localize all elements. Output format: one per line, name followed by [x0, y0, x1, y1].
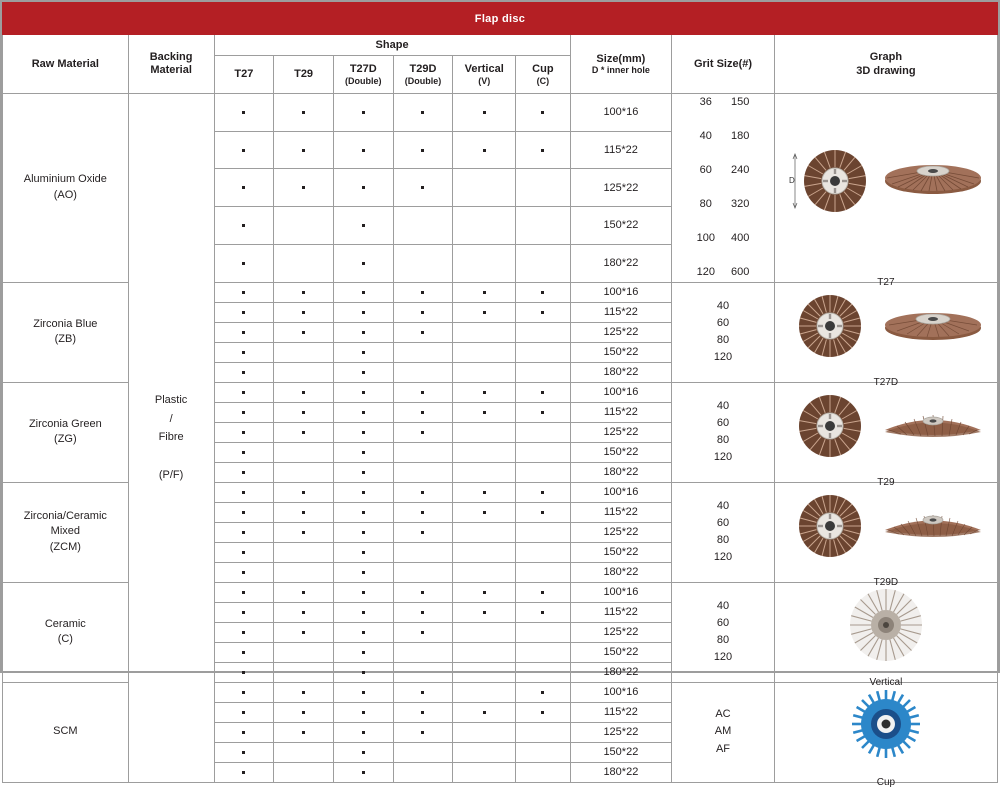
shape-dot-t29 — [274, 542, 334, 562]
size-value: 115*22 — [570, 702, 672, 722]
shape-dot-vertical — [453, 382, 516, 402]
graph-t29d — [774, 482, 997, 589]
header-shape-t29: T29 — [274, 56, 334, 94]
shape-dot-t27 — [214, 131, 274, 169]
shape-dot-t29d — [393, 402, 453, 422]
shape-dot-vertical — [453, 502, 516, 522]
size-value: 150*22 — [570, 542, 672, 562]
shape-dot-t29d — [393, 282, 453, 302]
shape-dot-vertical — [453, 462, 516, 482]
flap-disc-face-icon — [787, 290, 873, 362]
shape-dot-cup — [516, 662, 570, 682]
shape-dot-vertical — [453, 542, 516, 562]
shape-dot-t29d — [393, 662, 453, 682]
shape-dot-t27d — [333, 602, 393, 622]
shape-dot-t27 — [214, 322, 274, 342]
shape-dot-vertical — [453, 602, 516, 622]
grit-size-zirconia-blue: 40 60 80 120 — [672, 282, 775, 382]
header-raw-material: Raw Material — [3, 35, 129, 94]
shape-dot-t27 — [214, 682, 274, 702]
shape-dot-cup — [516, 342, 570, 362]
shape-dot-t27 — [214, 362, 274, 382]
grit-size-zirconia-ceramic-mixed: 40 60 80 120 — [672, 482, 775, 582]
header-graph — [774, 35, 997, 94]
graph-label-t27: T27 — [877, 277, 895, 289]
flap-disc-3d-t27-icon — [881, 153, 985, 209]
shape-dot-t29d — [393, 742, 453, 762]
shape-dot-vertical — [453, 482, 516, 502]
shape-dot-t27 — [214, 582, 274, 602]
shape-dot-t29 — [274, 382, 334, 402]
shape-dot-cup — [516, 602, 570, 622]
shape-dot-t27 — [214, 244, 274, 282]
shape-dot-t27d — [333, 582, 393, 602]
shape-dot-t29d — [393, 422, 453, 442]
shape-dot-t27d — [333, 702, 393, 722]
size-value: 115*22 — [570, 402, 672, 422]
shape-dot-t27d — [333, 169, 393, 207]
shape-dot-cup — [516, 362, 570, 382]
shape-dot-t29 — [274, 244, 334, 282]
shape-dot-t29 — [274, 402, 334, 422]
shape-dot-t29d — [393, 722, 453, 742]
shape-dot-t27 — [214, 722, 274, 742]
shape-dot-t27d — [333, 422, 393, 442]
shape-dot-cup — [516, 422, 570, 442]
size-value: 150*22 — [570, 642, 672, 662]
graph-t27d-face — [787, 290, 873, 362]
size-value: 100*16 — [570, 682, 672, 702]
shape-dot-t27 — [214, 742, 274, 762]
shape-dot-t27 — [214, 382, 274, 402]
size-value: 115*22 — [570, 302, 672, 322]
shape-dot-t27d — [333, 542, 393, 562]
graph-label-t29d: T29D — [873, 577, 899, 589]
shape-dot-t27 — [214, 662, 274, 682]
shape-dot-t27d — [333, 244, 393, 282]
shape-dot-cup — [516, 702, 570, 722]
shape-dot-vertical — [453, 362, 516, 382]
shape-dot-t29 — [274, 682, 334, 702]
shape-dot-t27 — [214, 522, 274, 542]
shape-dot-t27 — [214, 422, 274, 442]
shape-dot-t27d — [333, 442, 393, 462]
shape-dot-t27 — [214, 622, 274, 642]
shape-dot-vertical — [453, 94, 516, 132]
shape-dot-t29 — [274, 502, 334, 522]
shape-dot-vertical — [453, 207, 516, 245]
shape-dot-t27d — [333, 207, 393, 245]
shape-dot-t29 — [274, 131, 334, 169]
shape-dot-t29d — [393, 562, 453, 582]
grit-size-ceramic: 40 60 80 120 — [672, 582, 775, 682]
shape-dot-t27d — [333, 382, 393, 402]
header-size-sub: D * inner hole — [591, 65, 650, 76]
shape-dot-t29d — [393, 244, 453, 282]
shape-dot-vertical — [453, 642, 516, 662]
shape-dot-t27 — [214, 169, 274, 207]
header-size-main: Size(mm) — [596, 52, 646, 65]
size-value: 125*22 — [570, 322, 672, 342]
shape-dot-t27d — [333, 362, 393, 382]
header-shape: Shape — [214, 35, 570, 56]
shape-dot-t27d — [333, 131, 393, 169]
shape-dot-t29 — [274, 462, 334, 482]
shape-dot-vertical — [453, 722, 516, 742]
shape-dot-cup — [516, 582, 570, 602]
header-backing-line2: Material — [150, 64, 192, 76]
flap-disc-3d-t29d-icon — [881, 504, 985, 548]
shape-dot-t29d — [393, 682, 453, 702]
header-shape-cup: Cup (C) — [516, 56, 570, 94]
shape-dot-cup — [516, 542, 570, 562]
shape-dot-t29d — [393, 642, 453, 662]
shape-dot-t29d — [393, 442, 453, 462]
graph-t29-face — [787, 390, 873, 462]
shape-dot-vertical — [453, 131, 516, 169]
shape-dot-t27 — [214, 502, 274, 522]
size-value: 180*22 — [570, 562, 672, 582]
shape-dot-vertical — [453, 342, 516, 362]
header-shape-vertical: Vertical (V) — [453, 56, 516, 94]
header-size — [570, 35, 672, 94]
shape-dot-t27d — [333, 762, 393, 782]
shape-dot-vertical — [453, 702, 516, 722]
graph-cup — [774, 682, 997, 788]
graph-dimension-label: D — [788, 176, 795, 186]
shape-dot-t27 — [214, 702, 274, 722]
shape-dot-t27 — [214, 94, 274, 132]
shape-dot-t27d — [333, 462, 393, 482]
shape-dot-t29d — [393, 302, 453, 322]
shape-dot-cup — [516, 562, 570, 582]
shape-dot-cup — [516, 282, 570, 302]
graph-t27-side — [881, 153, 985, 209]
shape-dot-t29 — [274, 602, 334, 622]
shape-dot-t29d — [393, 762, 453, 782]
page-title: Flap disc — [3, 3, 998, 35]
shape-dot-vertical — [453, 282, 516, 302]
shape-dot-cup — [516, 207, 570, 245]
shape-dot-cup — [516, 722, 570, 742]
shape-dot-cup — [516, 622, 570, 642]
shape-dot-cup — [516, 442, 570, 462]
shape-dot-vertical — [453, 742, 516, 762]
header-shape-t29d: T29D (Double) — [393, 56, 453, 94]
graph-label-cup: Cup — [876, 777, 896, 788]
raw-material-zirconia-green: Zirconia Green (ZG) — [3, 382, 129, 482]
table-row — [3, 94, 998, 132]
shape-dot-t27d — [333, 622, 393, 642]
shape-dot-t29 — [274, 702, 334, 722]
header-shape-t27d: T27D (Double) — [333, 56, 393, 94]
graph-vertical-face — [836, 585, 936, 667]
shape-dot-t27 — [214, 482, 274, 502]
shape-dot-t27d — [333, 522, 393, 542]
shape-dot-cup — [516, 642, 570, 662]
shape-dot-t29 — [274, 342, 334, 362]
size-value: 125*22 — [570, 522, 672, 542]
shape-dot-cup — [516, 522, 570, 542]
shape-dot-cup — [516, 482, 570, 502]
shape-dot-t27d — [333, 402, 393, 422]
shape-dot-cup — [516, 131, 570, 169]
shape-dot-t29 — [274, 302, 334, 322]
shape-dot-t29 — [274, 94, 334, 132]
shape-dot-t29 — [274, 362, 334, 382]
graph-label-vertical: Vertical — [869, 677, 903, 689]
shape-dot-t27 — [214, 542, 274, 562]
shape-dot-t27d — [333, 322, 393, 342]
raw-material-ceramic: Ceramic (C) — [3, 582, 129, 682]
grit-col-right: 150 180 240 320 400 600 — [730, 96, 750, 279]
grit-col-left: 36 40 60 80 100 120 — [696, 96, 715, 279]
shape-dot-t27 — [214, 402, 274, 422]
flap-disc-face-icon — [787, 145, 873, 217]
flap-disc-3d-t29-icon — [881, 404, 985, 448]
raw-material-aluminium-oxide: Aluminium Oxide (AO) — [3, 94, 129, 283]
size-value: 115*22 — [570, 502, 672, 522]
shape-dot-t29d — [393, 207, 453, 245]
size-value: 150*22 — [570, 207, 672, 245]
size-value: 100*16 — [570, 382, 672, 402]
shape-dot-vertical — [453, 302, 516, 322]
shape-dot-t29d — [393, 342, 453, 362]
shape-dot-vertical — [453, 422, 516, 442]
graph-label-t27d: T27D — [873, 377, 899, 389]
size-value: 150*22 — [570, 342, 672, 362]
shape-dot-vertical — [453, 662, 516, 682]
shape-dot-t29 — [274, 322, 334, 342]
shape-dot-t29d — [393, 542, 453, 562]
shape-dot-t27d — [333, 562, 393, 582]
shape-dot-t29 — [274, 522, 334, 542]
size-value: 100*16 — [570, 282, 672, 302]
flap-disc-table — [2, 2, 998, 788]
shape-dot-t27 — [214, 207, 274, 245]
shape-dot-cup — [516, 244, 570, 282]
shape-dot-t29 — [274, 562, 334, 582]
shape-dot-vertical — [453, 522, 516, 542]
shape-dot-t29 — [274, 642, 334, 662]
shape-dot-t29 — [274, 422, 334, 442]
shape-dot-t27d — [333, 342, 393, 362]
shape-dot-t29 — [274, 742, 334, 762]
size-value: 100*16 — [570, 482, 672, 502]
shape-dot-t27 — [214, 342, 274, 362]
shape-dot-cup — [516, 682, 570, 702]
shape-dot-t27d — [333, 482, 393, 502]
size-value: 180*22 — [570, 662, 672, 682]
shape-dot-t27d — [333, 662, 393, 682]
size-value: 125*22 — [570, 169, 672, 207]
size-value: 180*22 — [570, 362, 672, 382]
graph-t29d-face — [787, 490, 873, 562]
raw-material-zirconia-blue: Zirconia Blue (ZB) — [3, 282, 129, 382]
shape-dot-t27d — [333, 682, 393, 702]
shape-dot-t27 — [214, 462, 274, 482]
grit-size-scm: AC AM AF — [672, 682, 775, 782]
shape-dot-vertical — [453, 402, 516, 422]
shape-dot-t27d — [333, 742, 393, 762]
shape-dot-t29 — [274, 722, 334, 742]
shape-dot-vertical — [453, 762, 516, 782]
grit-size-aluminium-oxide — [672, 94, 775, 283]
shape-dot-t29d — [393, 362, 453, 382]
grit-size-zirconia-green: 40 60 80 120 — [672, 382, 775, 482]
shape-dot-cup — [516, 402, 570, 422]
shape-dot-vertical — [453, 244, 516, 282]
shape-dot-cup — [516, 322, 570, 342]
header-graph-line2: 3D drawing — [856, 65, 916, 77]
graph-t27d-side — [881, 298, 985, 354]
shape-dot-t27 — [214, 442, 274, 462]
shape-dot-vertical — [453, 582, 516, 602]
shape-dot-vertical — [453, 442, 516, 462]
shape-dot-cup — [516, 94, 570, 132]
shape-dot-vertical — [453, 562, 516, 582]
graph-t29 — [774, 382, 997, 489]
shape-dot-t29d — [393, 462, 453, 482]
shape-dot-t29d — [393, 502, 453, 522]
shape-dot-t27d — [333, 502, 393, 522]
shape-dot-t29d — [393, 622, 453, 642]
size-value: 180*22 — [570, 762, 672, 782]
shape-dot-t29d — [393, 94, 453, 132]
flap-disc-face-icon — [787, 390, 873, 462]
shape-dot-vertical — [453, 169, 516, 207]
shape-dot-t29d — [393, 702, 453, 722]
shape-dot-t29 — [274, 582, 334, 602]
cup-flap-disc-icon — [836, 686, 936, 766]
shape-dot-cup — [516, 382, 570, 402]
header-backing-line1: Backing — [149, 51, 193, 64]
shape-dot-t29 — [274, 207, 334, 245]
size-value: 125*22 — [570, 722, 672, 742]
backing-material-value: Plastic / Fibre (P/F) — [128, 94, 214, 783]
size-value: 100*16 — [570, 94, 672, 132]
shape-dot-cup — [516, 742, 570, 762]
size-value: 125*22 — [570, 422, 672, 442]
flap-disc-3d-t27d-icon — [881, 298, 985, 354]
shape-dot-t29d — [393, 602, 453, 622]
shape-dot-t27 — [214, 602, 274, 622]
graph-t29d-side — [881, 504, 985, 548]
header-grit-size: Grit Size(#) — [672, 35, 775, 94]
shape-dot-t27d — [333, 94, 393, 132]
shape-dot-t27 — [214, 302, 274, 322]
shape-dot-t29d — [393, 382, 453, 402]
shape-dot-t29 — [274, 762, 334, 782]
shape-dot-t29 — [274, 622, 334, 642]
size-value: 180*22 — [570, 462, 672, 482]
graph-t29-side — [881, 404, 985, 448]
shape-dot-cup — [516, 762, 570, 782]
shape-dot-t29d — [393, 169, 453, 207]
size-value: 150*22 — [570, 442, 672, 462]
header-graph-line1: Graph — [869, 50, 903, 63]
shape-dot-vertical — [453, 322, 516, 342]
shape-dot-t27 — [214, 562, 274, 582]
vertical-flap-disc-icon — [836, 585, 936, 667]
header-backing-material — [128, 35, 214, 94]
shape-dot-t27 — [214, 642, 274, 662]
size-value: 150*22 — [570, 742, 672, 762]
graph-vertical — [774, 582, 997, 689]
size-value: 180*22 — [570, 244, 672, 282]
shape-dot-vertical — [453, 622, 516, 642]
size-value: 100*16 — [570, 582, 672, 602]
raw-material-scm: SCM — [3, 682, 129, 782]
shape-dot-cup — [516, 169, 570, 207]
shape-dot-cup — [516, 462, 570, 482]
shape-dot-t29d — [393, 131, 453, 169]
shape-dot-t27d — [333, 282, 393, 302]
shape-dot-cup — [516, 502, 570, 522]
shape-dot-t27d — [333, 642, 393, 662]
shape-dot-t29d — [393, 582, 453, 602]
shape-dot-t29d — [393, 482, 453, 502]
shape-dot-t29 — [274, 482, 334, 502]
raw-material-zirconia-ceramic-mixed: Zirconia/Ceramic Mixed (ZCM) — [3, 482, 129, 582]
shape-dot-t27 — [214, 762, 274, 782]
graph-t27-face — [787, 145, 873, 217]
shape-dot-cup — [516, 302, 570, 322]
shape-dot-t29 — [274, 662, 334, 682]
shape-dot-vertical — [453, 682, 516, 702]
shape-dot-t29 — [274, 169, 334, 207]
shape-dot-t29d — [393, 322, 453, 342]
graph-t27d — [774, 282, 997, 389]
shape-dot-t27d — [333, 302, 393, 322]
graph-t27 — [774, 94, 997, 289]
shape-dot-t27 — [214, 282, 274, 302]
shape-dot-t29 — [274, 282, 334, 302]
shape-dot-t29 — [274, 442, 334, 462]
size-value: 125*22 — [570, 622, 672, 642]
graph-cup-face — [836, 686, 936, 766]
size-value: 115*22 — [570, 602, 672, 622]
size-value: 115*22 — [570, 131, 672, 169]
shape-dot-t27d — [333, 722, 393, 742]
flap-disc-face-icon — [787, 490, 873, 562]
shape-dot-t29d — [393, 522, 453, 542]
header-shape-t27: T27 — [214, 56, 274, 94]
graph-label-t29: T29 — [877, 477, 895, 489]
